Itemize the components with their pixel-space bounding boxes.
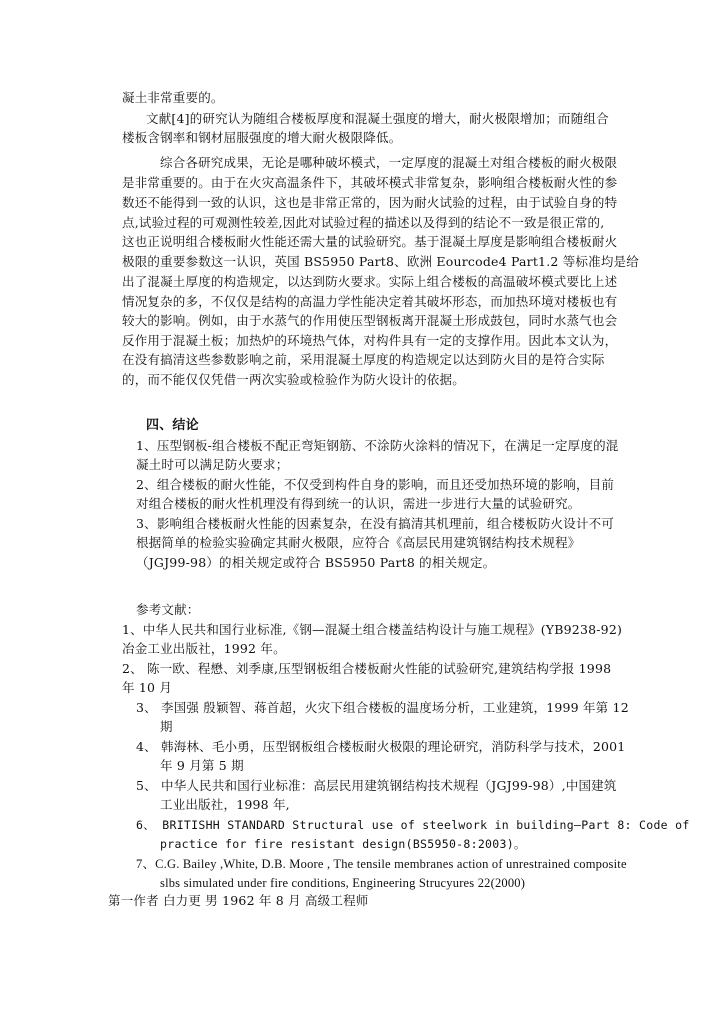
- reference-line: 7、C.G. Bailey ,White, D.B. Moore , The tensile membranes action of unrestrained composite: [136, 857, 627, 871]
- paragraph-line: 较大的影响。例如，由于水蒸气的作用使压型钢板离开混凝土形成鼓包，同时水蒸气也会: [122, 313, 618, 328]
- paragraph-line: 的，而不能仅仅凭借一两次实验或检验作为防火设计的依据。: [122, 372, 465, 387]
- references-heading: 参考文献：: [136, 602, 200, 617]
- reference-line: 工业出版社，1998 年,: [160, 797, 290, 812]
- paragraph-line: 数还不能得到一致的认识，这也是非常正常的，因为耐火试验的过程，由于试验自身的特: [122, 195, 618, 210]
- paragraph-line: 这也正说明组合楼板耐火性能还需大量的试验研究。基于混凝土厚度是影响组合楼板耐火: [122, 234, 618, 249]
- conclusion-line: 对组合楼板的耐火性机理没有得到统一的认识，需进一步进行大量的试验研究。: [136, 496, 581, 511]
- paragraph-line: 极限的重要参数这一认识，英国 BS5950 Part8、欧洲 Eourcode4 Part1.2 等标准均是给: [122, 254, 639, 269]
- reference-line: 4、 韩海林、毛小勇，压型钢板组合楼板耐火极限的理论研究，消防科学与技术，2001: [136, 739, 626, 754]
- paragraph-line: 综合各研究成果，无论是哪种破坏模式，一定厚度的混凝土对组合楼板的耐火极限: [160, 155, 618, 170]
- reference-line: 2、 陈一欧、程懋、刘季康,压型钢板组合楼板耐火性能的试验研究,建筑结构学报 1998: [122, 661, 612, 676]
- conclusion-line: 3、影响组合楼板耐火性能的因素复杂，在没有搞清其机理前，组合楼板防火设计不可: [136, 516, 615, 531]
- paragraph-line: 楼板含钢率和钢材屈服强度的增大耐火极限降低。: [122, 130, 402, 145]
- paragraph-line: 文献[4]的研究认为随组合楼板厚度和混凝土强度的增大，耐火极限增加；而随组合: [146, 111, 609, 126]
- paragraph-line: 凝土非常重要的。: [122, 90, 224, 105]
- paragraph-line: 出了混凝土厚度的构造规定，以达到防火要求。实际上组合楼板的高温破坏模式要比上述: [122, 274, 618, 289]
- reference-line: 年 9 月第 5 期: [160, 758, 244, 773]
- reference-line: 6、 BRITISHH STANDARD Structural use of steelwork in building—Part 8: Code of: [136, 818, 690, 832]
- paragraph-line: 点,试验过程的可观测性较差,因此对试验过程的描述以及得到的结论不一致是很正常的,: [122, 215, 605, 230]
- reference-line: slbs simulated under fire conditions, Engineering Strucyures 22(2000): [160, 876, 526, 890]
- conclusion-line: 1、压型钢板-组合楼板不配正弯矩钢筋、不涂防火涂料的情况下，在满足一定厚度的混: [136, 438, 619, 453]
- reference-line: 冶金工业出版社，1992 年。: [122, 641, 286, 656]
- reference-line: 年 10 月: [122, 680, 173, 695]
- author-line: 第一作者 白力更 男 1962 年 8 月 高级工程师: [108, 893, 369, 908]
- conclusion-line: （JGJ99-98）的相关规定或符合 BS5950 Part8 的相关规定。: [136, 555, 496, 570]
- paragraph-line: 情况复杂的多，不仅仅是结构的高温力学性能决定着其破坏形态，而加热环境对楼板也有: [122, 294, 618, 309]
- reference-line: 期: [160, 719, 173, 734]
- conclusion-line: 凝土时可以满足防火要求；: [136, 457, 289, 472]
- paragraph-line: 反作用于混凝土板；加热炉的环境热气体，对构件具有一定的支撑作用。因此本文认为，: [122, 333, 618, 348]
- reference-line: 1、中华人民共和国行业标准,《钢—混凝土组合楼盖结构设计与施工规程》(YB9238-92): [122, 622, 623, 637]
- reference-line: 3、 李国强 殷颖智、蒋首超，火灾下组合楼板的温度场分析，工业建筑，1999 年第 12: [136, 700, 629, 715]
- paragraph-line: 在没有搞清这些参数影响之前，采用混凝土厚度的构造规定以达到防火目的是符合实际: [122, 352, 605, 367]
- conclusion-line: 根据简单的检验实验确定其耐火极限，应符合《高层民用建筑钢结构技术规程》: [136, 535, 581, 550]
- reference-line: practice for fire resistant design(BS5950-8:2003)。: [160, 837, 526, 851]
- section-heading-conclusion: 四、结论: [146, 418, 199, 433]
- reference-line: 5、 中华人民共和国行业标准：高层民用建筑钢结构技术规程（JGJ99-98）,中国建筑: [136, 778, 617, 793]
- conclusion-line: 2、组合楼板的耐火性能，不仅受到构件自身的影响，而且还受加热环境的影响，目前: [136, 477, 615, 492]
- paragraph-line: 是非常重要的。由于在火灾高温条件下，其破坏模式非常复杂，影响组合楼板耐火性的参: [122, 175, 618, 190]
